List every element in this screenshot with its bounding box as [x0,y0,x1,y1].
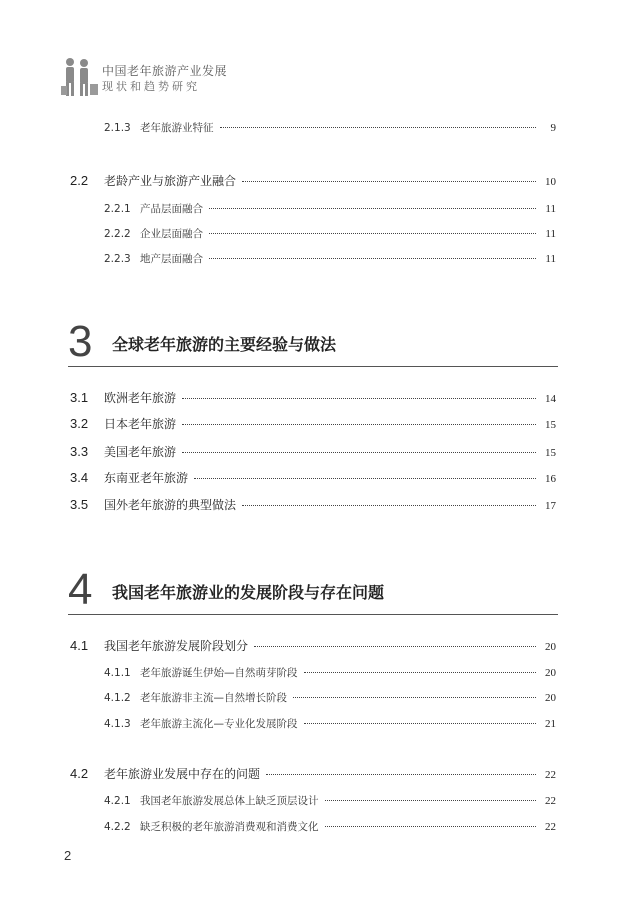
section-number: 2.2 [70,173,89,188]
chapter-number: 3 [68,317,93,366]
entry-page: 11 [545,203,556,215]
toc-section[interactable] [70,496,556,513]
dot-leader [242,181,536,182]
section-number: 3.5 [70,497,89,512]
section-title: 东南亚老年旅游 [104,471,189,485]
entry-number: 2.1.3 [104,122,131,134]
entry-title: 地产层面融合 [140,253,203,265]
chapter-title: 我国老年旅游业的发展阶段与存在问题 [112,583,385,602]
entry-page: 20 [545,667,556,679]
elderly-travelers-icon [60,56,100,98]
section-page: 15 [545,419,556,431]
book-header [60,56,260,100]
toc-entry[interactable] [104,226,556,241]
entry-title: 我国老年旅游发展总体上缺乏顶层设计 [140,795,319,807]
entry-page: 22 [545,795,556,807]
dot-leader [325,800,537,801]
entry-number: 4.2.1 [104,795,131,807]
dot-leader [194,478,536,479]
entry-number: 2.2.2 [104,228,131,240]
chapter-number: 4 [68,565,93,614]
toc-entry[interactable] [104,201,556,216]
entry-title: 老年旅游主流化—专业化发展阶段 [140,718,298,730]
toc-entry[interactable] [104,819,556,834]
section-number: 3.3 [70,444,89,459]
entry-number: 4.1.2 [104,692,131,704]
dot-leader [209,258,536,259]
section-title: 欧洲老年旅游 [104,391,177,405]
toc-section[interactable] [70,443,556,460]
entry-page: 20 [545,692,556,704]
header-title-line1: 中国老年旅游产业发展 [102,64,228,78]
section-page: 16 [545,473,556,485]
section-page: 10 [545,176,556,188]
entry-title: 老年旅游业特征 [140,122,214,134]
toc-entry[interactable] [104,665,556,680]
section-title: 美国老年旅游 [104,445,177,459]
toc-entry[interactable] [104,251,556,266]
dot-leader [293,697,536,698]
section-number: 3.2 [70,416,89,431]
entry-number: 4.2.2 [104,821,131,833]
toc-section[interactable] [70,765,556,782]
entry-title: 老年旅游非主流—自然增长阶段 [140,692,287,704]
dot-leader [209,208,536,209]
section-title: 老年旅游业发展中存在的问题 [104,767,261,781]
chapter-title: 全球老年旅游的主要经验与做法 [112,335,337,354]
header-title-line2: 现状和趋势研究 [102,80,200,93]
section-number: 4.2 [70,766,89,781]
dot-leader [182,424,536,425]
toc-entry[interactable] [104,793,556,808]
section-page: 22 [545,769,556,781]
section-page: 14 [545,393,556,405]
chapter-rule [68,614,558,615]
section-page: 17 [545,500,556,512]
entry-page: 11 [545,253,556,265]
page-number: 2 [64,848,72,863]
entry-number: 4.1.1 [104,667,131,679]
entry-title: 企业层面融合 [140,228,203,240]
dot-leader [182,398,536,399]
dot-leader [304,723,537,724]
dot-leader [254,646,536,647]
entry-title: 缺乏积极的老年旅游消费观和消费文化 [140,821,319,833]
dot-leader [242,505,536,506]
toc-entry[interactable] [104,120,556,135]
entry-page: 22 [545,821,556,833]
section-number: 3.1 [70,390,89,405]
dot-leader [325,826,537,827]
toc-section[interactable] [70,415,556,432]
entry-title: 老年旅游诞生伊始—自然萌芽阶段 [140,667,298,679]
entry-title: 产品层面融合 [140,203,203,215]
section-number: 3.4 [70,470,89,485]
toc-section[interactable] [70,637,556,654]
toc-entry[interactable] [104,716,556,731]
section-page: 20 [545,641,556,653]
section-title: 日本老年旅游 [104,417,177,431]
dot-leader [266,774,536,775]
toc-section[interactable] [70,172,556,189]
section-number: 4.1 [70,638,89,653]
entry-page: 11 [545,228,556,240]
entry-number: 2.2.1 [104,203,131,215]
section-title: 国外老年旅游的典型做法 [104,498,237,512]
toc-section[interactable] [70,389,556,406]
section-title: 我国老年旅游发展阶段划分 [104,639,249,653]
toc-entry[interactable] [104,690,556,705]
section-title: 老龄产业与旅游产业融合 [104,174,237,188]
entry-number: 2.2.3 [104,253,131,265]
dot-leader [209,233,536,234]
dot-leader [182,452,536,453]
entry-number: 4.1.3 [104,718,131,730]
toc-section[interactable] [70,469,556,486]
entry-page: 21 [545,718,556,730]
chapter-rule [68,366,558,367]
dot-leader [304,672,537,673]
section-page: 15 [545,447,556,459]
dot-leader [220,127,537,128]
entry-page: 9 [550,122,556,134]
